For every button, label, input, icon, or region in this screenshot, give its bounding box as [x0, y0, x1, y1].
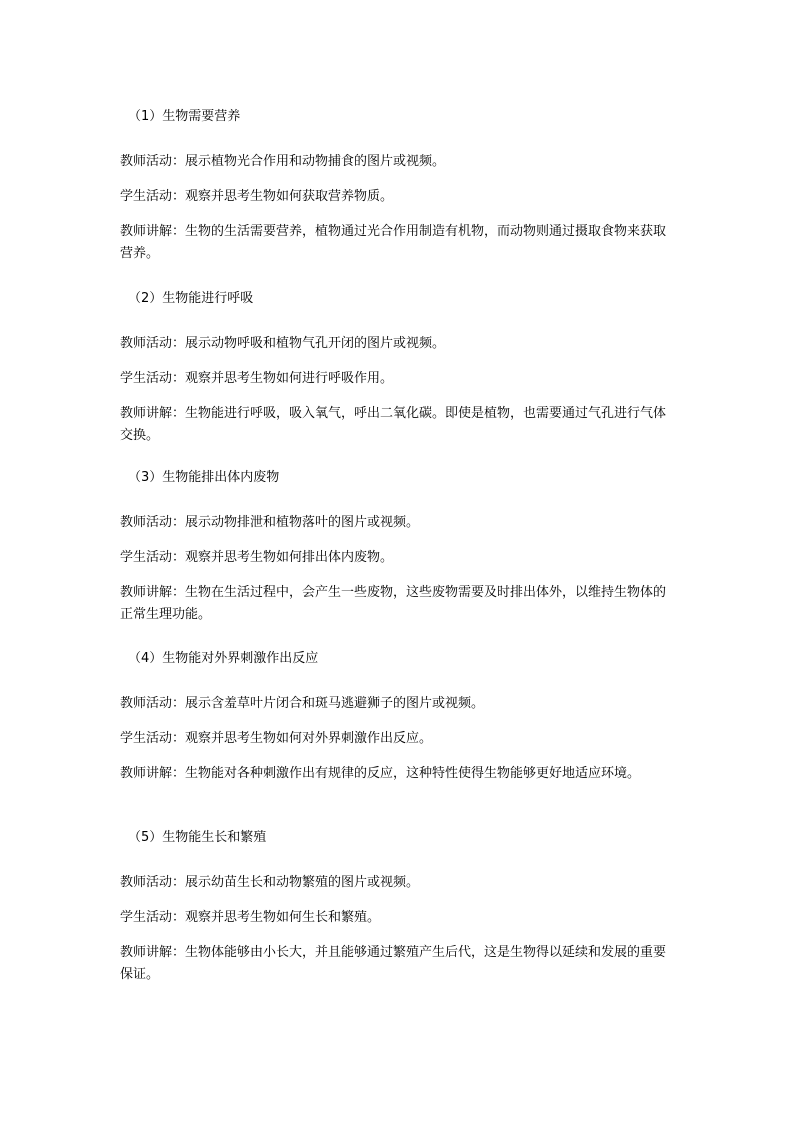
section-nutrition: [120, 108, 676, 265]
section-response: [120, 650, 676, 785]
teacher-activity: 教师活动：展示幼苗生长和动物繁殖的图片或视频。: [120, 875, 420, 890]
section-heading: （1）生物需要营养: [128, 109, 241, 124]
teacher-activity: 教师活动：展示植物光合作用和动物捕食的图片或视频。: [120, 154, 446, 169]
student-activity: 学生活动：观察并思考生物如何排出体内废物。: [120, 550, 394, 565]
student-activity: 学生活动：观察并思考生物如何获取营养物质。: [120, 189, 394, 204]
section-heading: （5）生物能生长和繁殖: [128, 830, 267, 845]
teacher-explanation: 教师讲解：生物在生活过程中，会产生一些废物，这些废物需要及时排出体外，以维持生物体的正常生理功能。: [120, 585, 667, 622]
teacher-explanation: 教师讲解：生物能对各种刺激作出有规律的反应，这种特性使得生物能够更好地适应环境。: [120, 766, 641, 781]
section-excretion: [120, 469, 676, 626]
section-heading: （2）生物能进行呼吸: [128, 291, 254, 306]
teacher-activity: 教师活动：展示动物排泄和植物落叶的图片或视频。: [120, 515, 420, 530]
teacher-explanation: 教师讲解：生物的生活需要营养，植物通过光合作用制造有机物，而动物则通过摄取食物来获取营养。: [120, 224, 667, 261]
teacher-activity: 教师活动：展示含羞草叶片闭合和斑马逃避狮子的图片或视频。: [120, 696, 485, 711]
student-activity: 学生活动：观察并思考生物如何生长和繁殖。: [120, 910, 381, 925]
teacher-explanation: 教师讲解：生物体能够由小长大，并且能够通过繁殖产生后代，这是生物得以延续和发展的重要保证。: [120, 945, 667, 982]
section-respiration: [120, 290, 676, 447]
section-growth: [120, 829, 676, 986]
teacher-explanation: 教师讲解：生物能进行呼吸，吸入氧气，呼出二氧化碳。即使是植物，也需要通过气孔进行气体交换。: [120, 406, 667, 443]
teacher-activity: 教师活动：展示动物呼吸和植物气孔开闭的图片或视频。: [120, 336, 446, 351]
student-activity: 学生活动：观察并思考生物如何对外界刺激作出反应。: [120, 731, 433, 746]
section-heading: （3）生物能排出体内废物: [128, 470, 280, 485]
section-heading: （4）生物能对外界刺激作出反应: [128, 651, 319, 666]
student-activity: 学生活动：观察并思考生物如何进行呼吸作用。: [120, 371, 394, 386]
